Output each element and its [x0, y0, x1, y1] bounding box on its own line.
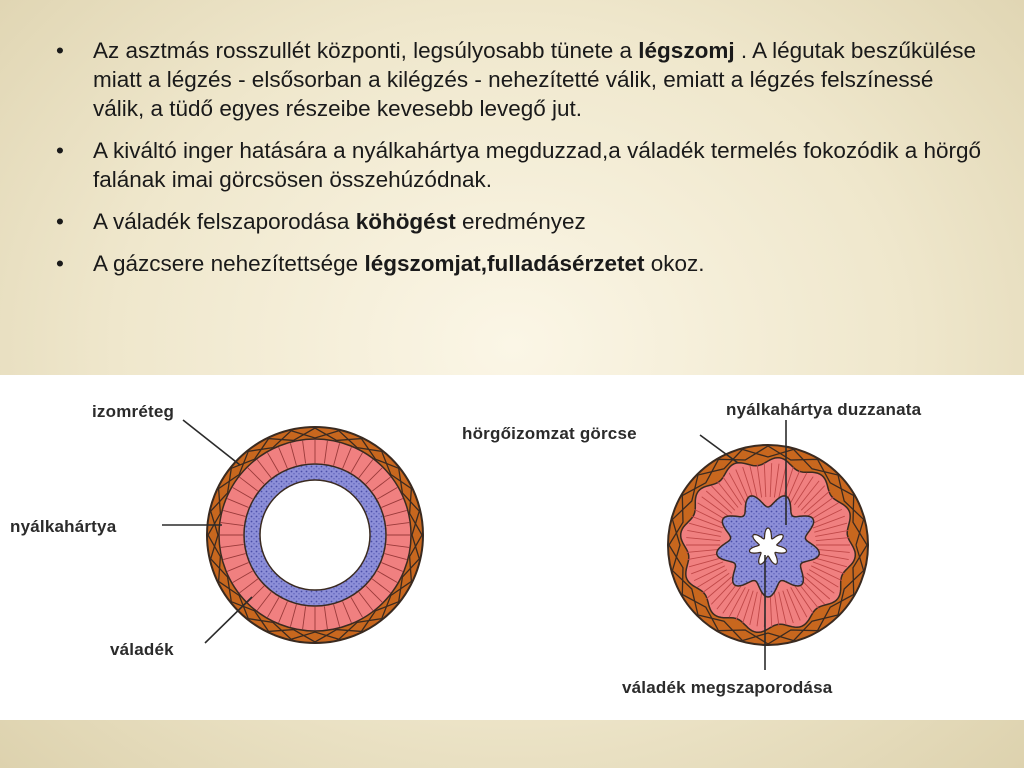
label-nyalkahartya-duzzanata: nyálkahártya duzzanata	[726, 400, 922, 419]
bullet-item	[52, 36, 982, 123]
bronchus-diagram	[0, 375, 1024, 720]
bullet-item	[52, 136, 982, 194]
bullet-bold-text: légszomj	[638, 38, 735, 63]
bullet-dot: •	[56, 38, 64, 63]
bullet-text: A kiváltó inger hatására a nyálkahártya megduzzad,a váladék termelés fokozódik a hörgő falának imai görcsösen összehúzódnak.	[93, 138, 982, 192]
label-valadek: váladék	[110, 640, 174, 659]
bullet-text: A váladék felszaporodása	[93, 209, 356, 234]
bullet-item	[52, 207, 982, 236]
bullet-list	[52, 36, 982, 278]
leader-izomreteg	[183, 420, 240, 465]
bullet-dot: •	[56, 251, 64, 276]
diagram-svg	[0, 375, 1024, 720]
label-horgoizomzat-gorcse: hörgőizomzat görcse	[462, 424, 637, 443]
normal-bronchus	[207, 427, 423, 643]
bullet-bold-text: légszomjat,fulladásérzetet	[364, 251, 645, 276]
bullet-text: . A légutak beszűkülése miatt a légzés - elsősorban a kilégzés - nehezítetté válik, emiatt a légzés felszínessé válik, a tüdő egyes részeibe kevesebb levegő jut.	[93, 38, 976, 121]
asthmatic-bronchus	[668, 445, 868, 645]
leader-valadek	[205, 597, 252, 643]
label-nyalkahartya: nyálkahártya	[10, 517, 117, 536]
bullet-text: Az asztmás rosszullét központi, legsúlyosabb tünete a	[93, 38, 639, 63]
bullet-dot: •	[56, 209, 64, 234]
label-izomreteg: izomréteg	[92, 402, 175, 421]
bullet-bold-text: köhögést	[355, 209, 456, 234]
bullet-item	[52, 249, 982, 278]
label-valadek-megszaporodasa: váladék megszaporodása	[622, 678, 833, 697]
slide-text	[52, 36, 982, 291]
bullet-text: A gázcsere nehezítettsége	[93, 251, 365, 276]
bullet-text: okoz.	[644, 251, 705, 276]
bullet-text: eredményez	[455, 209, 586, 234]
lumen	[260, 480, 370, 590]
bullet-dot: •	[56, 138, 64, 163]
